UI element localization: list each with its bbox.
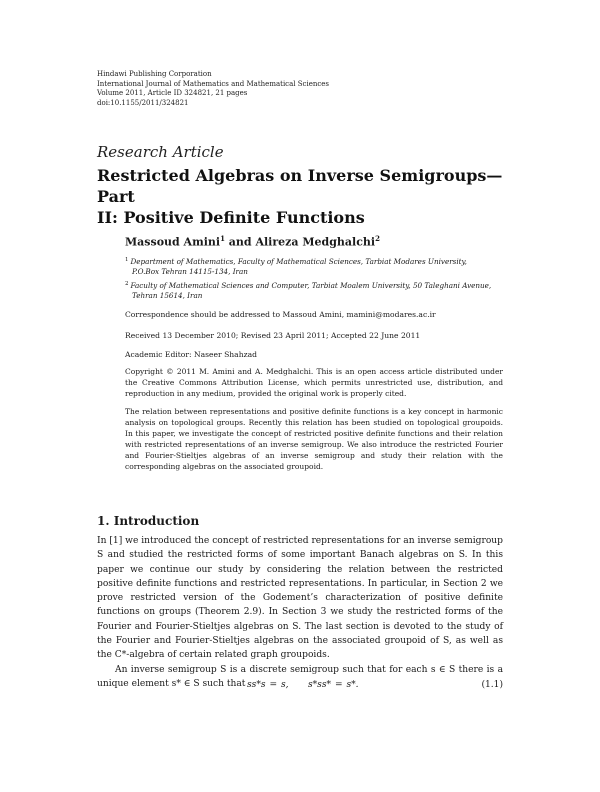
copyright-notice: Copyright © 2011 M. Amini and A. Medghalchi. This is an open access article distributed under the Creative Commons Attribution License, which permits unrestricted use, distribution, and reproduction in any medium, provided the original work is properly cited. <box>125 367 503 398</box>
intro-body <box>97 534 503 691</box>
author-list <box>125 234 380 249</box>
received-dates: Received 13 December 2010; Revised 23 April 2011; Accepted 22 June 2011 <box>125 331 421 340</box>
equation-1-1 <box>97 680 503 694</box>
affiliation <box>125 280 505 301</box>
equation-number: (1.1) <box>481 680 503 690</box>
author-name: Alireza Medghalchi <box>255 235 376 249</box>
title-line-1: Restricted Algebras on Inverse Semigroups—Part <box>97 166 503 206</box>
affiliation-text: Department of Mathematics, Faculty of Mathematical Sciences, Tarbiat Modares University, <box>130 257 467 266</box>
affiliation-text: Faculty of Mathematical Sciences and Computer, Tarbiat Moalem University, 50 Taleghani Avenue, <box>130 281 492 290</box>
intro-paragraph: An inverse semigroup S is a discrete semigroup such that for each s ∈ S there is a unique element s* ∈ S such that <box>97 664 503 689</box>
abstract: The relation between representations and positive definite functions is a key concept in harmonic analysis on topological groups. Recently this relation has been studied on topological groupoids. In this paper, we investigate the concept of restricted positive definite functions and their relation with restricted representations of an inverse semigroup. We also introduce the restricted Fourier and Fourier-Stieltjes algebras of an inverse semigroup and study their relation with the corresponding algebras on the associated groupoid. <box>125 407 503 471</box>
section-heading: 1. Introduction <box>97 514 200 528</box>
correspondence: Correspondence should be addressed to Massoud Amini, mamini@modares.ac.ir <box>125 310 436 319</box>
intro-paragraph: In [1] we introduced the concept of restricted representations for an inverse semigroup S and studied the restricted forms of some important Banach algebras on S. In this paper we continue our study by considering the relation between the restricted positive definite functions and restricted representations. In particular, in Section 2 we prove restricted version of the Godement’s characterization of positive definite functions on groups (Theorem 2.9). In Section 3 we study the restricted forms of the Fourier and Fourier-Stieltjes algebras on S. The last section is devoted to the study of the Fourier and Fourier-Stieltjes algebras on the associated groupoid of S, as well as the C*-algebra of certain related graph groupoids. <box>97 536 503 661</box>
affiliation-mark: 2 <box>375 234 380 243</box>
volume-line: Volume 2011, Article ID 324821, 21 pages <box>97 89 248 98</box>
affiliation-number: 1 <box>125 257 129 263</box>
affiliation-text: Tehran 15614, Iran <box>132 290 203 300</box>
affiliation-mark: 1 <box>220 234 225 243</box>
affiliation-text: P.O.Box Tehran 14115-134, Iran <box>132 266 248 276</box>
doi-line: doi:10.1155/2011/324821 <box>97 98 189 107</box>
publisher-line: Hindawi Publishing Corporation <box>97 70 212 78</box>
journal-header <box>97 70 329 108</box>
affiliation <box>125 256 505 277</box>
equation-text: ss*s = s, s*ss* = s*. <box>247 680 359 690</box>
author-conjunction: and <box>224 235 256 249</box>
journal-line: International Journal of Mathematics and Mathematical Sciences <box>97 79 329 88</box>
article-type: Research Article <box>97 143 224 161</box>
academic-editor: Academic Editor: Naseer Shahzad <box>125 350 257 359</box>
affiliation-number: 2 <box>125 281 129 287</box>
author-name: Massoud Amini <box>125 235 221 249</box>
paper-title <box>97 165 517 228</box>
title-line-2: II: Positive Definite Functions <box>97 208 365 227</box>
